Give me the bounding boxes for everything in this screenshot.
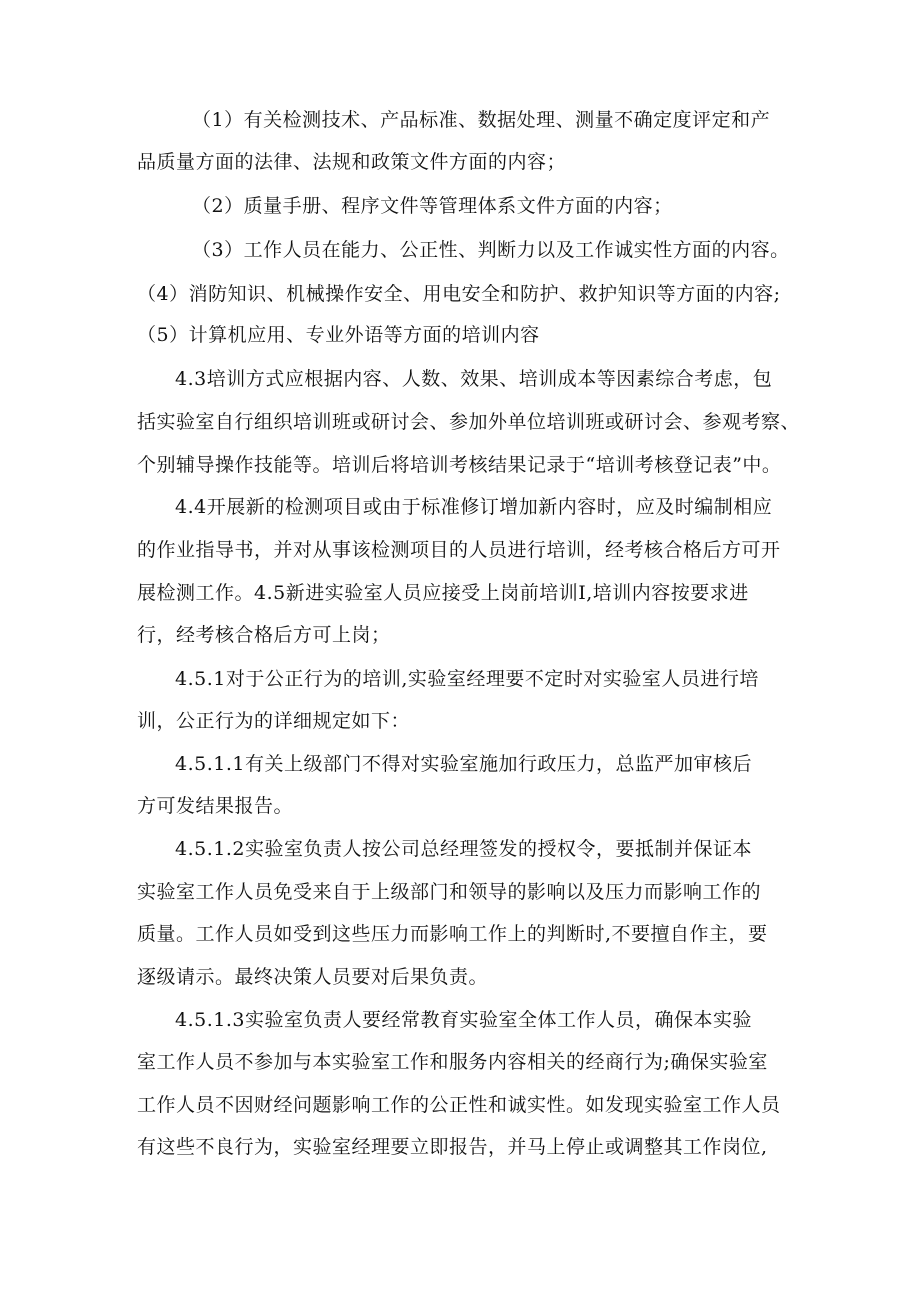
text-line: （3）工作人员在能力、公正性、判断力以及工作诚实性方面的内容。	[192, 239, 790, 261]
text-line: （5）计算机应用、专业外语等方面的培训内容	[137, 324, 540, 346]
text-line: 逐级请示。最终决策人员要对后果负责。	[137, 966, 489, 988]
text-line: 展检测工作。4.5新进实验室人员应接受上岗前培训I,培训内容按要求进	[137, 582, 749, 604]
text-line: 品质量方面的法律、法规和政策文件方面的内容；	[137, 151, 567, 173]
text-line: 方可发结果报告。	[137, 795, 294, 817]
text-line: 括实验室自行组织培训班或研讨会、参加外单位培训班或研讨会、参观考察、	[137, 411, 801, 433]
text-line: 4.5.1对于公正行为的培训,实验室经理要不定时对实验室人员进行培	[175, 668, 759, 690]
text-line: 工作人员不因财经问题影响工作的公正性和诚实性。如发现实验室工作人员	[137, 1094, 781, 1116]
text-line: 训，公正行为的详细规定如下：	[137, 710, 411, 732]
text-line: 有这些不良行为，实验室经理要立即报告，并马上停止或调整其工作岗位,	[137, 1136, 768, 1158]
text-line: （4）消防知识、机械操作安全、用电安全和防护、救护知识等方面的内容;	[137, 283, 781, 305]
text-line: 4.5.1.3实验室负责人要经常教育实验室全体工作人员，确保本实验	[175, 1009, 752, 1031]
text-line: 行，经考核合格后方可上岗；	[137, 624, 391, 646]
text-line: （2）质量手册、程序文件等管理体系文件方面的内容；	[192, 195, 673, 217]
text-line: 个别辅导操作技能等。培训后将培训考核结果记录于“培训考核登记表”中。	[137, 454, 782, 476]
text-line: 的作业指导书，并对从事该检测项目的人员进行培训，经考核合格后方可开	[137, 539, 781, 561]
text-line: 实验室工作人员免受来自于上级部门和领导的影响以及压力而影响工作的	[137, 881, 762, 903]
text-line: 质量。工作人员如受到这些压力而影响工作上的判断时,不要擅自作主，要	[137, 923, 768, 945]
text-line: 4.3培训方式应根据内容、人数、效果、培训成本等因素综合考虑，包	[175, 368, 773, 390]
text-line: （1）有关检测技术、产品标准、数据处理、测量不确定度评定和产	[192, 109, 771, 131]
text-line: 4.4开展新的检测项目或由于标准修订增加新内容时，应及时编制相应	[175, 496, 773, 518]
text-line: 室工作人员不参加与本实验室工作和服务内容相关的经商行为;确保实验室	[137, 1051, 768, 1073]
text-line: 4.5.1.1有关上级部门不得对实验室施加行政压力，总监严加审核后	[175, 753, 752, 775]
text-line: 4.5.1.2实验室负责人按公司总经理签发的授权令，要抵制并保证本	[175, 838, 752, 860]
